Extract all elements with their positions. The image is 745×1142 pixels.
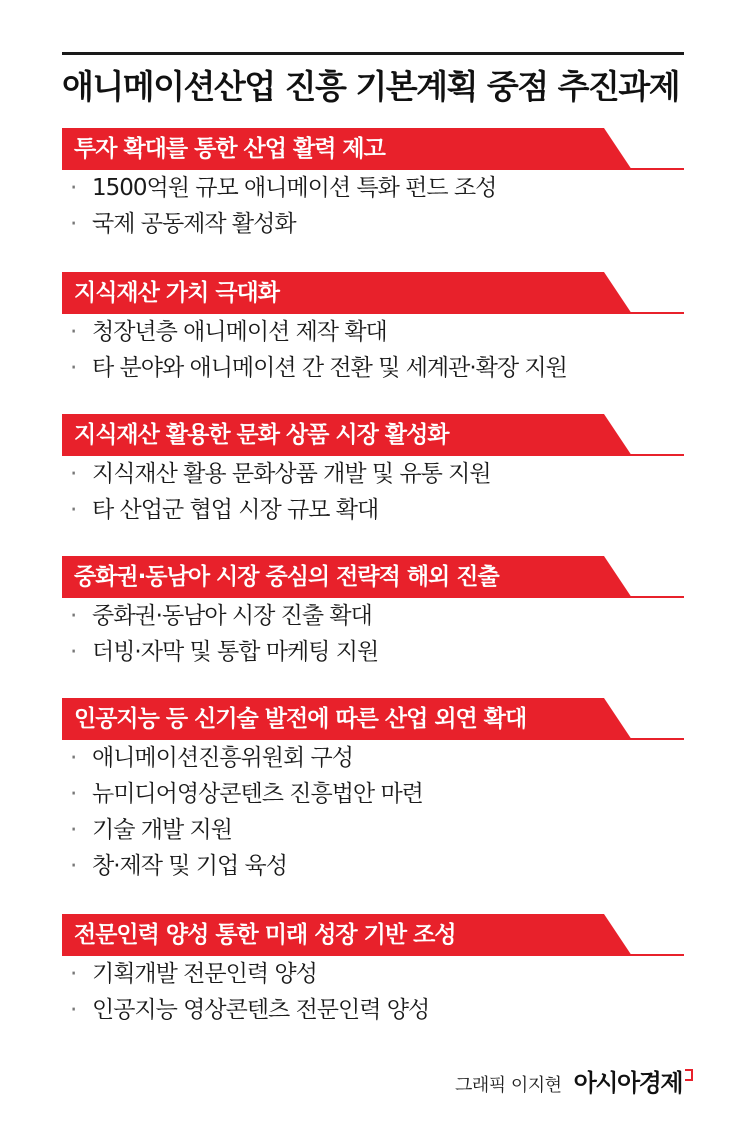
brand-mark-icon [685, 1069, 693, 1081]
section-heading-band [62, 914, 684, 956]
bullet-icon: · [70, 997, 77, 1023]
graphic-credit: 그래픽 이지현 [455, 1075, 562, 1096]
list-item: · 기획개발 전문인력 양성 [62, 956, 684, 992]
list-item: · 애니메이션진흥위원회 구성 [62, 740, 684, 776]
section-cultural-products [62, 414, 684, 528]
bullet-icon: · [70, 319, 77, 345]
section-overseas [62, 556, 684, 670]
section-heading: 전문인력 양성 통한 미래 성장 기반 조성 [74, 922, 456, 948]
list-item: · 기술 개발 지원 [62, 812, 684, 848]
bullet-icon: · [70, 497, 77, 523]
list-item: · 창·제작 및 기업 육성 [62, 848, 684, 884]
bullet-icon: · [70, 355, 77, 381]
list-item: · 타 분야와 애니메이션 간 전환 및 세계관·확장 지원 [62, 350, 684, 386]
section-heading-band [62, 272, 684, 314]
section-talent [62, 914, 684, 1028]
bullet-icon: · [70, 639, 77, 665]
bullet-icon: · [70, 175, 77, 201]
footer [455, 1063, 693, 1098]
bullet-icon: · [70, 461, 77, 487]
list-item: · 1500억원 규모 애니메이션 특화 펀드 조성 [62, 170, 684, 206]
bullet-icon: · [70, 211, 77, 237]
list-item: · 국제 공동제작 활성화 [62, 206, 684, 242]
list-item: · 타 산업군 협업 시장 규모 확대 [62, 492, 684, 528]
bullet-icon: · [70, 745, 77, 771]
list-item: · 인공지능 영상콘텐츠 전문인력 양성 [62, 992, 684, 1028]
list-item: · 뉴미디어영상콘텐츠 진흥법안 마련 [62, 776, 684, 812]
section-investment [62, 128, 684, 242]
section-heading: 중화권·동남아 시장 중심의 전략적 해외 진출 [74, 564, 499, 590]
section-heading: 지식재산 가치 극대화 [74, 280, 279, 306]
bullet-icon: · [70, 961, 77, 987]
top-rule [62, 52, 684, 55]
section-heading-band [62, 414, 684, 456]
section-heading-band [62, 556, 684, 598]
section-heading: 지식재산 활용한 문화 상품 시장 활성화 [74, 422, 449, 448]
section-heading: 인공지능 등 신기술 발전에 따른 산업 외연 확대 [74, 706, 527, 732]
section-heading: 투자 확대를 통한 산업 활력 제고 [74, 136, 385, 162]
bullet-icon: · [70, 781, 77, 807]
section-new-tech [62, 698, 684, 884]
section-heading-band [62, 698, 684, 740]
list-item: · 더빙·자막 및 통합 마케팅 지원 [62, 634, 684, 670]
section-heading-band [62, 128, 684, 170]
list-item: · 중화권·동남아 시장 진출 확대 [62, 598, 684, 634]
list-item: · 지식재산 활용 문화상품 개발 및 유통 지원 [62, 456, 684, 492]
brand-logo: 아시아경제 [573, 1069, 682, 1097]
bullet-icon: · [70, 817, 77, 843]
bullet-icon: · [70, 603, 77, 629]
list-item: · 청장년층 애니메이션 제작 확대 [62, 314, 684, 350]
bullet-icon: · [70, 853, 77, 879]
page-title: 애니메이션산업 진흥 기본계획 중점 추진과제 [62, 67, 680, 106]
section-ip-value [62, 272, 684, 386]
